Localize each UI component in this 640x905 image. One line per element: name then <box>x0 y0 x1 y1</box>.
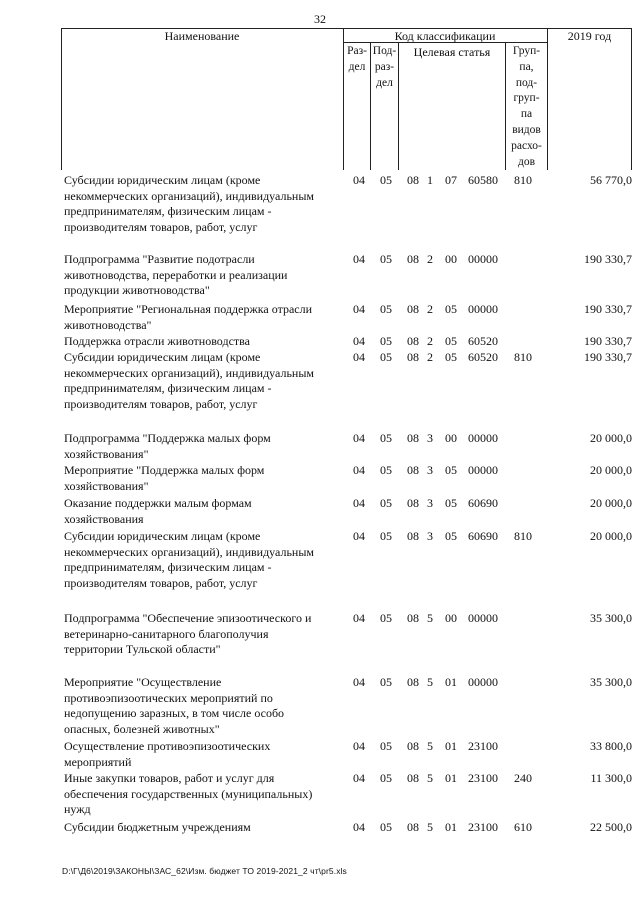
row-measure: 05 <box>445 496 457 510</box>
header-divider-podrazdel <box>398 43 399 170</box>
row-code: 00000 <box>468 302 498 316</box>
row-razdel: 04 <box>353 302 365 316</box>
row-name: Подпрограмма "Обеспечение эпизоотического и ветеринарно-санитарного благополучия территории Тульской области" <box>64 611 312 657</box>
row-code: 60520 <box>468 334 498 348</box>
row-subprogram: 2 <box>427 350 433 364</box>
row-podrazdel: 05 <box>380 611 392 625</box>
row-podrazdel: 05 <box>380 252 392 266</box>
row-subprogram: 5 <box>427 820 433 834</box>
row-code: 00000 <box>468 463 498 477</box>
row-expense-type: 810 <box>514 529 532 543</box>
row-name: Субсидии бюджетным учреждениям <box>64 820 251 834</box>
row-program: 08 <box>407 334 419 348</box>
file-path-footer: D:\Г\Д6\2019\ЗАКОНЫ\ЗАС_62\Изм. бюджет ТО 2019-2021_2 чт\pr5.xls <box>62 866 347 876</box>
row-subprogram: 2 <box>427 302 433 316</box>
row-program: 08 <box>407 820 419 834</box>
row-podrazdel: 05 <box>380 820 392 834</box>
header-target: Целевая статья <box>413 45 491 59</box>
row-subprogram: 3 <box>427 496 433 510</box>
row-expense-type: 810 <box>514 350 532 364</box>
row-code: 60690 <box>468 529 498 543</box>
row-measure: 00 <box>445 431 457 445</box>
row-sum: 190 330,7 <box>584 350 632 364</box>
row-program: 08 <box>407 252 419 266</box>
header-year: 2019 год <box>567 29 612 43</box>
row-measure: 05 <box>445 463 457 477</box>
row-podrazdel: 05 <box>380 529 392 543</box>
row-sum: 20 000,0 <box>590 529 632 543</box>
row-subprogram: 1 <box>427 173 433 187</box>
row-name: Иные закупки товаров, работ и услуг для обеспечения государственных (муниципальных) нужд <box>64 771 313 817</box>
row-code: 60580 <box>468 173 498 187</box>
row-podrazdel: 05 <box>380 334 392 348</box>
row-measure: 01 <box>445 675 457 689</box>
row-name: Субсидии юридическим лицам (кроме некоммерческих организаций), индивидуальным предпринимателям, физическим лицам - производителям товаров, работ, услуг <box>64 350 314 411</box>
row-program: 08 <box>407 675 419 689</box>
row-expense-type: 810 <box>514 173 532 187</box>
row-razdel: 04 <box>353 431 365 445</box>
row-code: 00000 <box>468 431 498 445</box>
header-name: Наименование <box>164 29 240 43</box>
row-subprogram: 5 <box>427 675 433 689</box>
row-program: 08 <box>407 302 419 316</box>
row-program: 08 <box>407 739 419 753</box>
row-expense-type: 610 <box>514 820 532 834</box>
row-razdel: 04 <box>353 350 365 364</box>
row-code: 00000 <box>468 611 498 625</box>
row-sum: 35 300,0 <box>590 611 632 625</box>
row-measure: 01 <box>445 771 457 785</box>
page-number: 32 <box>314 12 326 26</box>
row-razdel: 04 <box>353 739 365 753</box>
row-subprogram: 3 <box>427 431 433 445</box>
row-program: 08 <box>407 529 419 543</box>
row-subprogram: 2 <box>427 334 433 348</box>
row-expense-type: 240 <box>514 771 532 785</box>
row-measure: 05 <box>445 302 457 316</box>
row-name: Подпрограмма "Поддержка малых форм хозяйствования" <box>64 431 271 461</box>
row-podrazdel: 05 <box>380 675 392 689</box>
row-name: Оказание поддержки малым формам хозяйствования <box>64 496 252 526</box>
row-name: Подпрограмма "Развитие подотрасли животноводства, переработки и реализации продукции животноводства" <box>64 252 288 298</box>
row-sum: 190 330,7 <box>584 252 632 266</box>
row-program: 08 <box>407 611 419 625</box>
row-sum: 33 800,0 <box>590 739 632 753</box>
row-measure: 01 <box>445 820 457 834</box>
row-program: 08 <box>407 463 419 477</box>
header-classification: Код классификации <box>394 29 496 43</box>
row-measure: 05 <box>445 334 457 348</box>
header-right-border <box>631 28 632 170</box>
row-sum: 20 000,0 <box>590 463 632 477</box>
row-code: 23100 <box>468 739 498 753</box>
row-podrazdel: 05 <box>380 302 392 316</box>
row-podrazdel: 05 <box>380 739 392 753</box>
row-razdel: 04 <box>353 820 365 834</box>
row-sum: 35 300,0 <box>590 675 632 689</box>
row-sum: 11 300,0 <box>590 771 632 785</box>
header-razdel: Раз- дел <box>347 45 367 73</box>
row-program: 08 <box>407 431 419 445</box>
row-name: Мероприятие "Осуществление противоэпизоотических мероприятий по недопущению заразных, в том числе особо опасных, болезней животных" <box>64 675 285 736</box>
row-razdel: 04 <box>353 771 365 785</box>
row-measure: 00 <box>445 611 457 625</box>
row-razdel: 04 <box>353 611 365 625</box>
row-measure: 01 <box>445 739 457 753</box>
row-subprogram: 2 <box>427 252 433 266</box>
row-measure: 05 <box>445 529 457 543</box>
row-code: 00000 <box>468 675 498 689</box>
table-header <box>61 28 632 170</box>
row-subprogram: 5 <box>427 739 433 753</box>
row-podrazdel: 05 <box>380 463 392 477</box>
row-podrazdel: 05 <box>380 431 392 445</box>
row-name: Поддержка отрасли животноводства <box>64 334 250 348</box>
row-code: 23100 <box>468 771 498 785</box>
row-program: 08 <box>407 496 419 510</box>
row-sum: 20 000,0 <box>590 431 632 445</box>
row-podrazdel: 05 <box>380 496 392 510</box>
row-subprogram: 3 <box>427 463 433 477</box>
row-name: Осуществление противоэпизоотических мероприятий <box>64 739 271 769</box>
row-code: 60690 <box>468 496 498 510</box>
row-podrazdel: 05 <box>380 350 392 364</box>
row-program: 08 <box>407 173 419 187</box>
row-razdel: 04 <box>353 463 365 477</box>
row-measure: 07 <box>445 173 457 187</box>
row-razdel: 04 <box>353 252 365 266</box>
row-name: Мероприятие "Региональная поддержка отрасли животноводства" <box>64 302 313 332</box>
row-razdel: 04 <box>353 496 365 510</box>
row-subprogram: 5 <box>427 611 433 625</box>
row-name: Субсидии юридическим лицам (кроме некоммерческих организаций), индивидуальным предпринимателям, физическим лицам - производителям товаров, работ, услуг <box>64 529 314 590</box>
row-code: 23100 <box>468 820 498 834</box>
header-left-border <box>61 28 62 170</box>
row-sum: 190 330,7 <box>584 334 632 348</box>
row-podrazdel: 05 <box>380 173 392 187</box>
row-code: 00000 <box>468 252 498 266</box>
row-podrazdel: 05 <box>380 771 392 785</box>
row-measure: 05 <box>445 350 457 364</box>
row-measure: 00 <box>445 252 457 266</box>
row-subprogram: 3 <box>427 529 433 543</box>
row-razdel: 04 <box>353 675 365 689</box>
row-program: 08 <box>407 350 419 364</box>
row-sum: 20 000,0 <box>590 496 632 510</box>
row-razdel: 04 <box>353 173 365 187</box>
row-name: Субсидии юридическим лицам (кроме некоммерческих организаций), индивидуальным предпринимателям, физическим лицам - производителям товаров, работ, услуг <box>64 173 314 234</box>
row-sum: 56 770,0 <box>590 173 632 187</box>
row-razdel: 04 <box>353 529 365 543</box>
row-program: 08 <box>407 771 419 785</box>
header-podrazdel: Под- раз- дел <box>372 45 397 89</box>
header-divider-year <box>547 28 548 170</box>
row-name: Мероприятие "Поддержка малых форм хозяйствования" <box>64 463 265 493</box>
row-subprogram: 5 <box>427 771 433 785</box>
row-razdel: 04 <box>353 334 365 348</box>
header-group: Груп- па, под- груп- па видов расхо- дов <box>511 45 542 168</box>
row-code: 60520 <box>468 350 498 364</box>
row-sum: 22 500,0 <box>590 820 632 834</box>
row-sum: 190 330,7 <box>584 302 632 316</box>
